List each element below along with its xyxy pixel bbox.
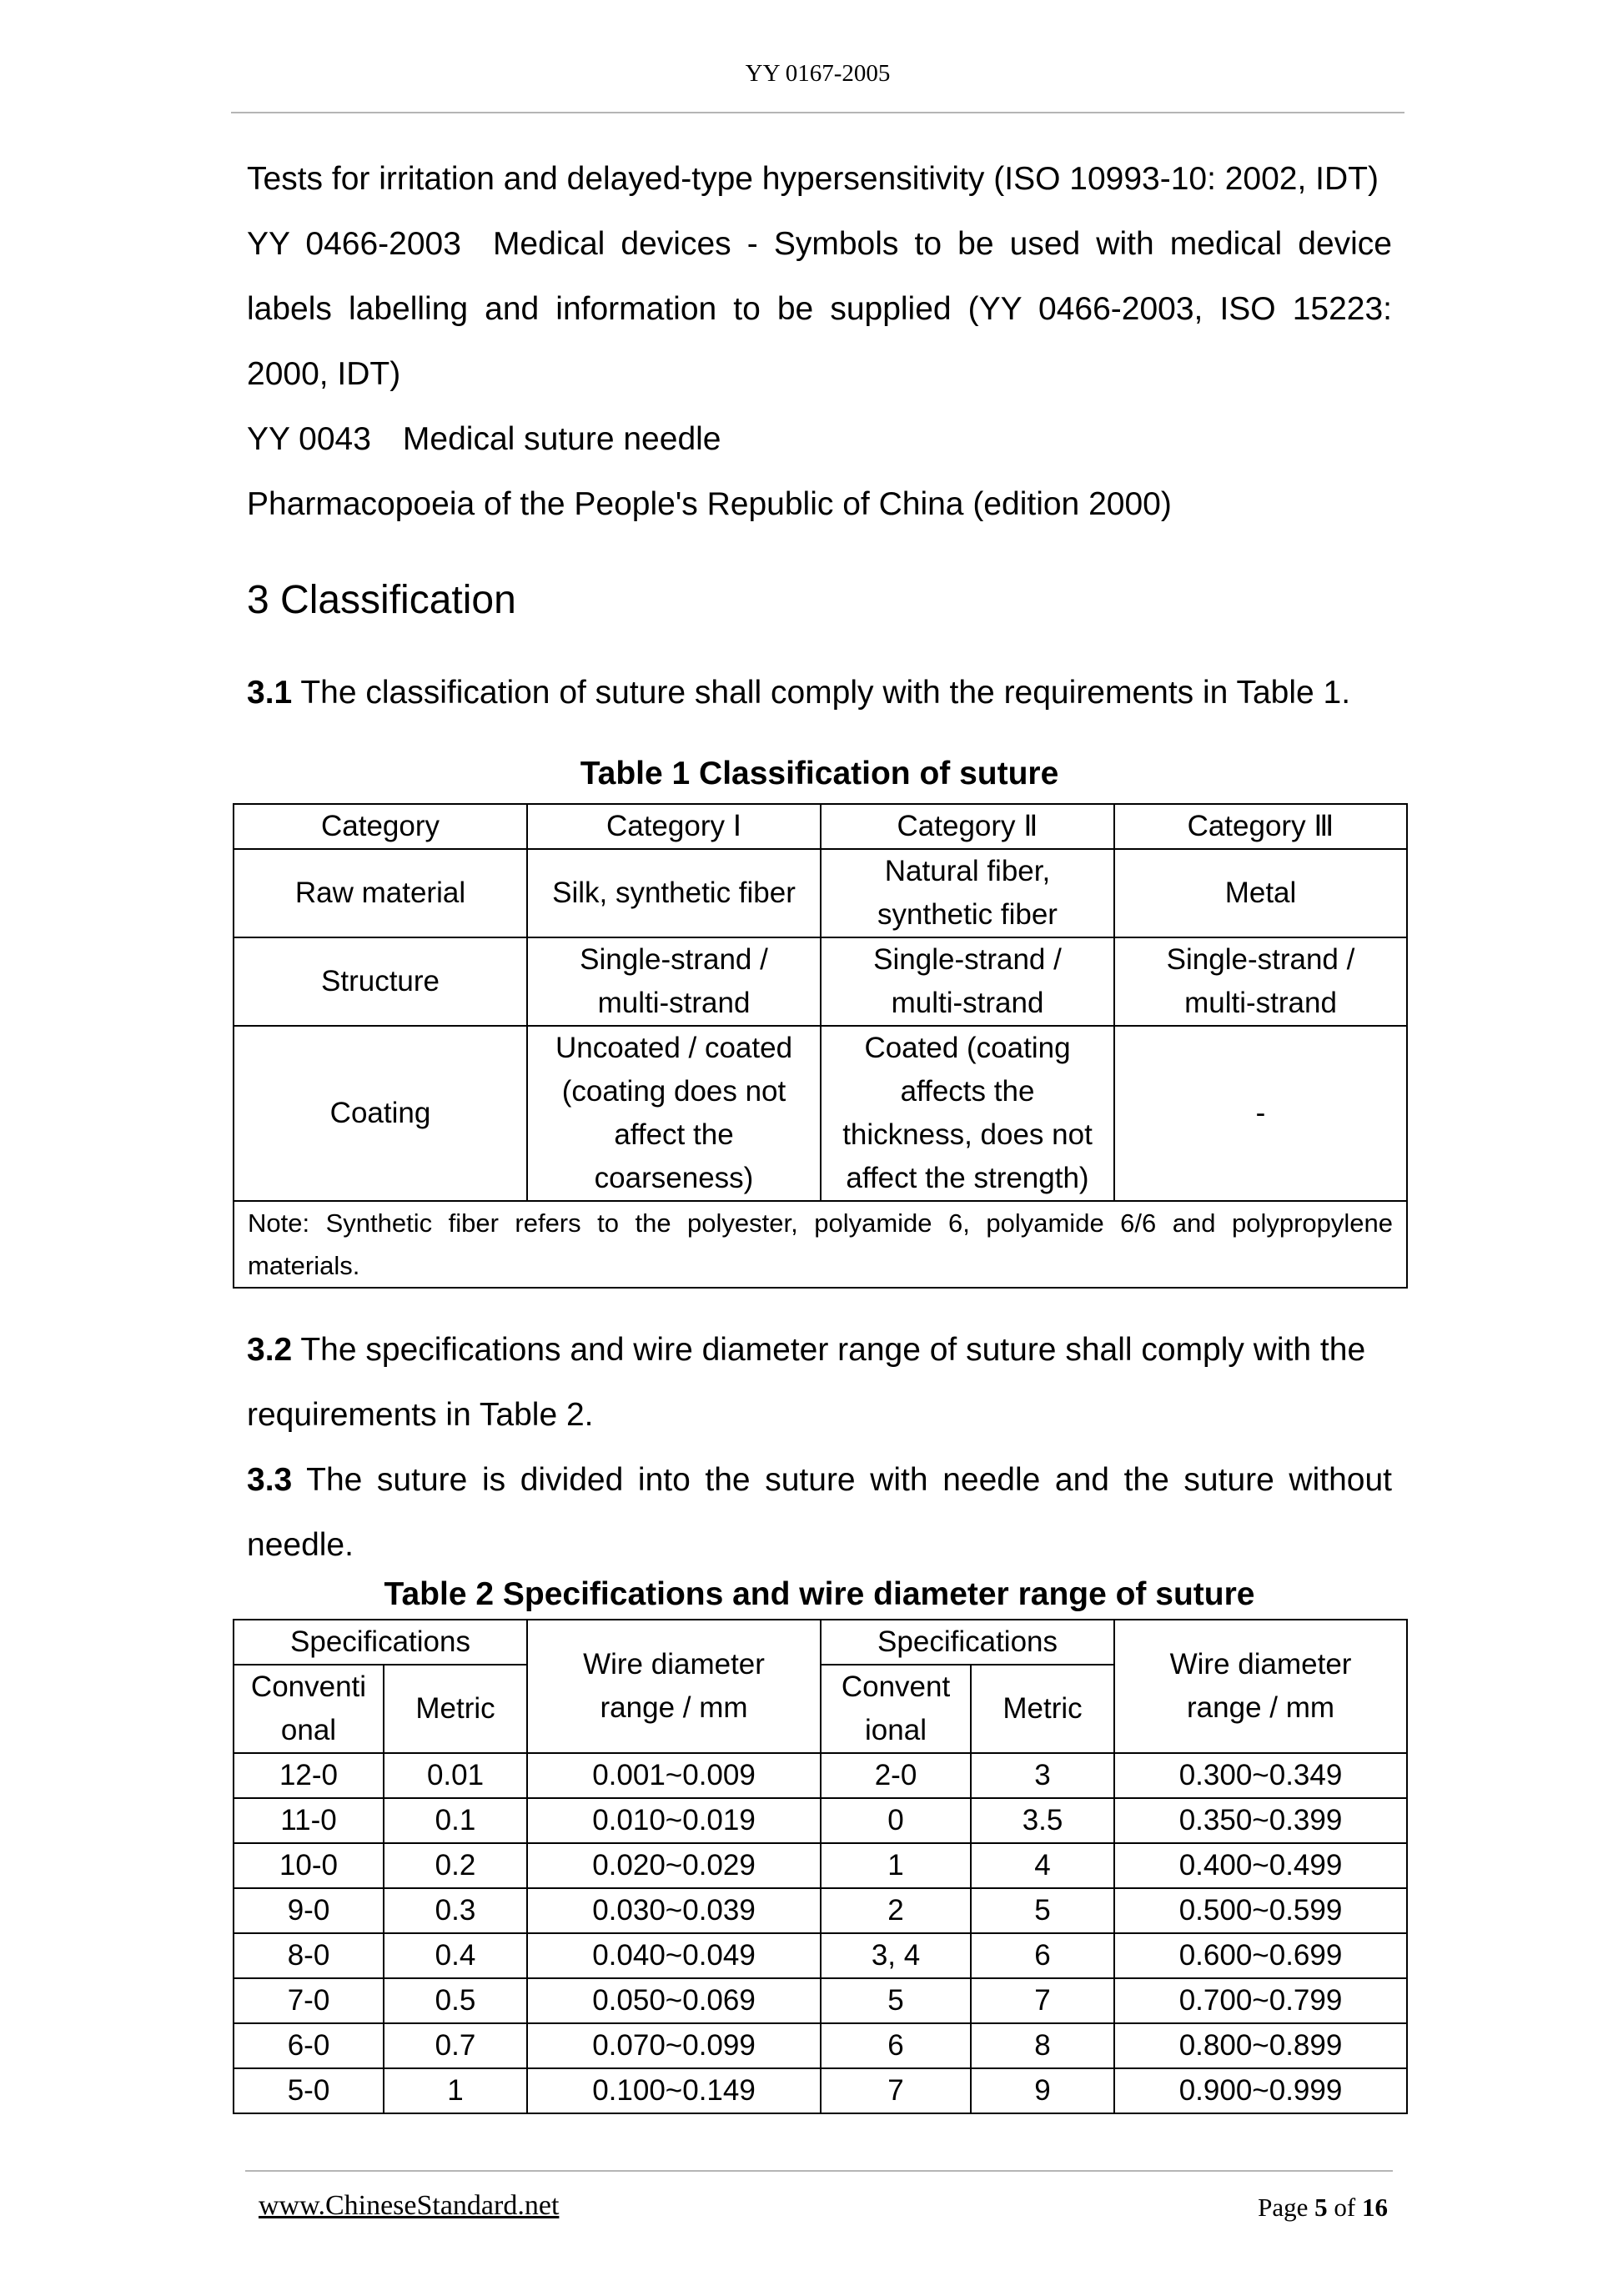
table-cell: 0.040~0.049 (527, 1933, 821, 1978)
table-cell: 5 (971, 1888, 1114, 1933)
section-heading-classification: 3 Classification (247, 578, 516, 622)
specifications-table (233, 1619, 1408, 2114)
header-cell-metric: Metric (971, 1665, 1114, 1753)
header-cell-metric: Metric (384, 1665, 527, 1753)
table-cell: Structure (234, 937, 527, 1026)
reference-iso10993: Tests for irritation and delayed-type hypersensitivity (ISO 10993-10: 2002, IDT) (247, 161, 1379, 197)
table-cell: 5 (821, 1978, 971, 2023)
table-cell: 3, 4 (821, 1933, 971, 1978)
table-cell: Single-strand / multi-strand (821, 937, 1114, 1026)
page-current: 5 (1314, 2193, 1328, 2222)
table-cell: Silk, synthetic fiber (527, 849, 821, 937)
table-cell: 0.800~0.899 (1114, 2023, 1407, 2068)
table-row (234, 2068, 1407, 2113)
table-cell: 1 (384, 2068, 527, 2113)
header-cell-specifications: Specifications (821, 1620, 1114, 1665)
page-header (231, 52, 1404, 113)
header-cell: Category Ⅰ (527, 804, 821, 849)
table-cell: 9-0 (234, 1888, 384, 1933)
table-cell: 0.4 (384, 1933, 527, 1978)
table-row (234, 849, 1407, 937)
table2-body (234, 1753, 1407, 2113)
table-cell: 0.070~0.099 (527, 2023, 821, 2068)
table-cell: 2-0 (821, 1753, 971, 1798)
reference-yy0043-code: YY 0043 (247, 421, 371, 457)
clause-number: 3.3 (247, 1462, 293, 1498)
table-cell: 0.010~0.019 (527, 1798, 821, 1843)
table-cell: Single-strand / multi-strand (1114, 937, 1407, 1026)
table-row (234, 2023, 1407, 2068)
table-cell: Coating (234, 1026, 527, 1201)
table-cell: 1 (821, 1843, 971, 1888)
table-row (234, 1843, 1407, 1888)
header-cell: Category Ⅱ (821, 804, 1114, 849)
table-cell: Natural fiber, synthetic fiber (821, 849, 1114, 937)
website-link[interactable]: www.ChineseStandard.net (259, 2190, 560, 2221)
table-note-row (234, 1201, 1407, 1288)
reference-pharmacopoeia: Pharmacopoeia of the People's Republic of China (edition 2000) (247, 486, 1172, 522)
reference-yy0043 (247, 407, 1392, 472)
table-cell: 0.100~0.149 (527, 2068, 821, 2113)
clause-text: The classification of suture shall comply with the requirements in Table 1. (300, 675, 1351, 711)
clause-text: The suture is divided into the suture with needle and the suture without needle. (247, 1462, 1392, 1563)
table-row (234, 937, 1407, 1026)
table-cell: 0.3 (384, 1888, 527, 1933)
table-cell: 3.5 (971, 1798, 1114, 1843)
table-row (234, 1026, 1407, 1201)
clause-text: The specifications and wire diameter range of suture shall comply with the requirements in Table 2. (247, 1332, 1366, 1433)
clause-3-2 (247, 1318, 1392, 1448)
table-cell: 6 (821, 2023, 971, 2068)
table-cell: 0.030~0.039 (527, 1888, 821, 1933)
header-cell-conventional: Convent ional (821, 1665, 971, 1753)
table-cell: Raw material (234, 849, 527, 937)
table-cell: - (1114, 1026, 1407, 1201)
table-row (234, 1888, 1407, 1933)
header-cell-conventional: Conventi onal (234, 1665, 384, 1753)
table-cell: 7-0 (234, 1978, 384, 2023)
page-of-label: of (1334, 2193, 1356, 2222)
table-note: Note: Synthetic fiber refers to the polyester, polyamide 6, polyamide 6/6 and polypropylene materials. (234, 1201, 1407, 1288)
table-cell: 0.300~0.349 (1114, 1753, 1407, 1798)
table-cell: 7 (821, 2068, 971, 2113)
page-number (1258, 2193, 1388, 2223)
page-total: 16 (1362, 2193, 1388, 2222)
table-cell: 5-0 (234, 2068, 384, 2113)
table-cell: 0 (821, 1798, 971, 1843)
table-cell: 0.050~0.069 (527, 1978, 821, 2023)
table-cell: 0.600~0.699 (1114, 1933, 1407, 1978)
table-cell: 0.700~0.799 (1114, 1978, 1407, 2023)
table-cell: 7 (971, 1978, 1114, 2023)
header-cell-wire-diameter: Wire diameter range / mm (527, 1620, 821, 1753)
classification-table (233, 803, 1408, 1289)
reference-yy0466 (247, 212, 1392, 407)
table-cell: Single-strand / multi-strand (527, 937, 821, 1026)
table-cell: 2 (821, 1888, 971, 1933)
reference-yy0043-title: Medical suture needle (402, 421, 721, 457)
table-cell: Uncoated / coated (coating does not affect the coarseness) (527, 1026, 821, 1201)
table-cell: 12-0 (234, 1753, 384, 1798)
table-cell: 11-0 (234, 1798, 384, 1843)
table-row (234, 1978, 1407, 2023)
page-footer (245, 2170, 1393, 2230)
table-header-row (234, 804, 1407, 849)
clause-3-1 (247, 661, 1392, 726)
table-cell: 3 (971, 1753, 1114, 1798)
table-cell: 9 (971, 2068, 1114, 2113)
table-row (234, 1753, 1407, 1798)
table-cell: 0.2 (384, 1843, 527, 1888)
table-cell: 10-0 (234, 1843, 384, 1888)
reference-yy0466-title: Medical devices - Symbols to be used with medical device labels labelling and information to be supplied (YY 0466-2003, ISO 15223: 2000, IDT) (247, 226, 1392, 392)
table1-caption: Table 1 Classification of suture (580, 756, 1059, 791)
table-row (234, 1933, 1407, 1978)
page-label: Page (1258, 2193, 1309, 2222)
header-cell-wire-diameter: Wire diameter range / mm (1114, 1620, 1407, 1753)
table-cell: 0.350~0.399 (1114, 1798, 1407, 1843)
header-cell: Category Ⅲ (1114, 804, 1407, 849)
table-row (234, 1798, 1407, 1843)
table-cell: 0.1 (384, 1798, 527, 1843)
header-cell-specifications: Specifications (234, 1620, 527, 1665)
table-cell: Metal (1114, 849, 1407, 937)
table-cell: 0.01 (384, 1753, 527, 1798)
table-cell: 0.001~0.009 (527, 1753, 821, 1798)
table-header-row (234, 1620, 1407, 1665)
table-cell: 0.5 (384, 1978, 527, 2023)
table-cell: 0.400~0.499 (1114, 1843, 1407, 1888)
table-cell: 4 (971, 1843, 1114, 1888)
document-code: YY 0167-2005 (745, 60, 891, 87)
table-cell: 8 (971, 2023, 1114, 2068)
clause-3-3 (247, 1448, 1392, 1578)
table-cell: 6 (971, 1933, 1114, 1978)
clause-number: 3.1 (247, 675, 293, 711)
table-cell: 0.020~0.029 (527, 1843, 821, 1888)
table-cell: Coated (coating affects the thickness, does not affect the strength) (821, 1026, 1114, 1201)
reference-yy0466-code: YY 0466-2003 (247, 226, 461, 262)
table-cell: 0.500~0.599 (1114, 1888, 1407, 1933)
table-cell: 0.900~0.999 (1114, 2068, 1407, 2113)
table-cell: 6-0 (234, 2023, 384, 2068)
table2-caption: Table 2 Specifications and wire diameter range of suture (384, 1576, 1255, 1612)
clause-number: 3.2 (247, 1332, 293, 1368)
table-cell: 8-0 (234, 1933, 384, 1978)
table-cell: 0.7 (384, 2023, 527, 2068)
header-cell: Category (234, 804, 527, 849)
